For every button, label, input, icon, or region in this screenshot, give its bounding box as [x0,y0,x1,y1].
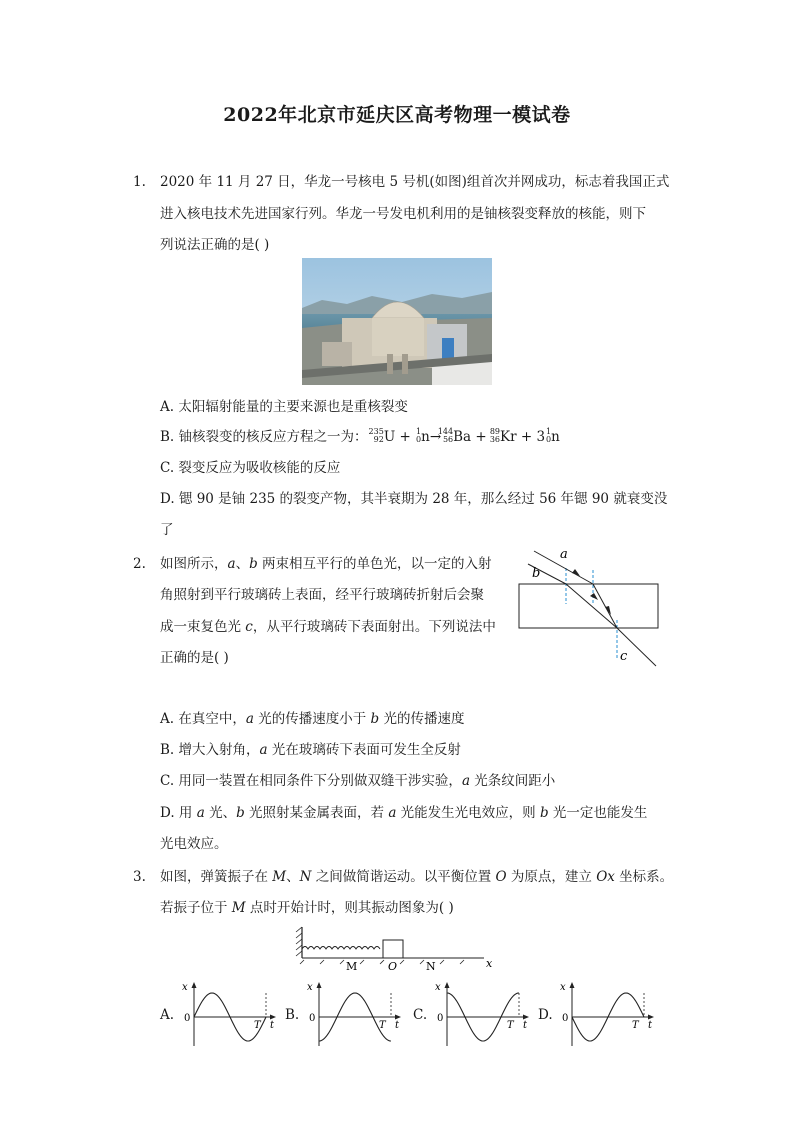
axis-x-label: x [486,957,493,970]
question-1-option-d-cont: 了 [160,522,174,538]
x-axis-arrow [270,1015,276,1020]
question-3-option-a: A. [160,1007,175,1023]
ray-a-label: a [560,547,568,562]
point-o-label: O [388,960,398,972]
question-2-option-d: D. 用 a 光、b 光照射某金属表面，若 a 光能发生光电效应，则 b 光一定也能发生 [160,805,648,821]
ray-c-label: c [620,649,628,664]
axis-t-label: t [523,1020,528,1031]
question-1-line-3: 列说法正确的是( ) [160,237,270,253]
axis-x-label: x [182,982,188,993]
origin-label: 0 [184,1013,191,1024]
y-axis-arrow [192,982,197,988]
period-label: T [254,1020,261,1031]
point-m-label: M [346,960,358,972]
spring-oscillator-diagram [294,924,500,972]
question-1-line-2: 进入核电技术先进国家行列。华龙一号发电机利用的是铀核裂变释放的核能，则下 [160,206,646,222]
origin-label: 0 [437,1013,444,1024]
vibration-graph-c [433,980,533,1050]
question-3-line-2: 若振子位于 M 点时开始计时，则其振动图象为( ) [160,900,454,916]
question-1-number: 1. [133,174,146,190]
question-1-option-a: A. 太阳辐射能量的主要来源也是重核裂变 [160,399,408,415]
question-2-line-2: 角照射到平行玻璃砖上表面，经平行玻璃砖折射后会聚 [160,587,484,603]
refraction-diagram [510,544,660,672]
y-axis-arrow [317,982,322,988]
page-title: 2022年北京市延庆区高考物理一模试卷 [223,104,571,126]
period-label: T [632,1020,639,1031]
question-2-line-4: 正确的是( ) [160,650,229,666]
nuclear-plant-photo [302,258,492,385]
period-label: T [379,1020,386,1031]
origin-label: 0 [309,1013,316,1024]
axis-t-label: t [648,1020,653,1031]
origin-label: 0 [562,1013,569,1024]
question-2-option-d-cont: 光电效应。 [160,836,228,852]
question-3-option-d: D. [538,1007,553,1023]
axis-t-label: t [270,1020,275,1031]
ray-b-label: b [532,566,541,581]
x-axis-arrow [395,1015,401,1020]
question-1-option-b: B. 铀核裂变的核反应方程之一为： 235 92 U + 1 0 n→ 144 56 Ba + 89 36 Kr + 3 1 0 n [160,427,560,445]
question-1-option-c: C. 裂变反应为吸收核能的反应 [160,460,341,476]
x-axis-arrow [648,1015,654,1020]
question-3-option-b: B. [285,1007,300,1023]
vibration-graph-b [305,980,405,1050]
question-2-option-a: A. 在真空中，a 光的传播速度小于 b 光的传播速度 [160,711,465,727]
axis-x-label: x [307,982,313,993]
axis-t-label: t [395,1020,400,1031]
question-2-option-c: C. 用同一装置在相同条件下分别做双缝干涉实验，a 光条纹间距小 [160,773,556,789]
vibration-graph-d [558,980,658,1050]
question-1-option-d: D. 锶 90 是铀 235 的裂变产物，其半衰期为 28 年，那么经过 56 年锶 90 就衰变没 [160,491,668,507]
question-2-line-1: 如图所示，a、b 两束相互平行的单色光，以一定的入射 [160,556,492,572]
question-1-line-1: 2020 年 11 月 27 日，华龙一号核电 5 号机(如图)组首次并网成功，标志着我国正式 [160,174,670,190]
y-axis-arrow [570,982,575,988]
vibration-graph-a [180,980,280,1050]
axis-x-label: x [435,982,441,993]
y-axis-arrow [445,982,450,988]
question-2-option-b: B. 增大入射角，a 光在玻璃砖下表面可发生全反射 [160,742,461,758]
period-label: T [507,1020,514,1031]
axis-x-label: x [560,982,566,993]
question-2-line-3: 成一束复色光 c，从平行玻璃砖下表面射出。下列说法中 [160,619,496,635]
question-3-line-1: 如图，弹簧振子在 M、N 之间做简谐运动。以平衡位置 O 为原点，建立 Ox 坐标系。 [160,869,674,885]
point-n-label: N [426,960,436,972]
question-3-number: 3. [133,869,146,885]
question-3-option-c: C. [413,1007,428,1023]
x-axis-arrow [523,1015,529,1020]
question-2-number: 2. [133,556,146,572]
